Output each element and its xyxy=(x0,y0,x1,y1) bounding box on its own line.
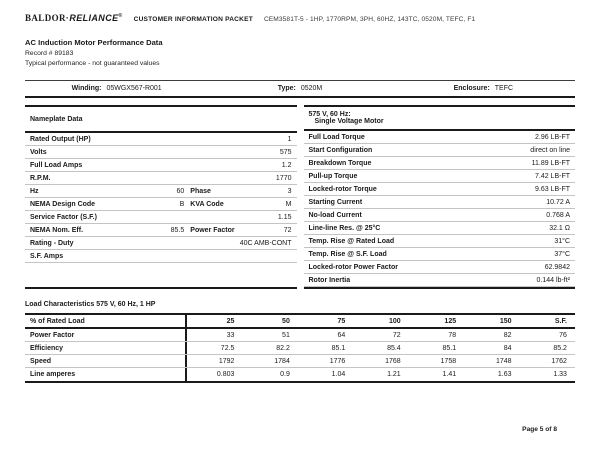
row-label: Power Factor xyxy=(25,329,187,341)
motor-model-line: CEM3581T-5 - 1HP, 1770RPM, 3PH, 60HZ, 143TC, 0520M, TEFC, F1 xyxy=(263,16,476,23)
cell-value: 64 xyxy=(337,331,346,339)
cell-value: 1.41 xyxy=(442,371,457,378)
cell-value: 82.2 xyxy=(276,344,290,352)
row-value: 1 xyxy=(287,135,292,143)
cell-value: 84 xyxy=(503,344,512,352)
cell-value: 72 xyxy=(392,331,401,339)
table-row xyxy=(304,170,576,183)
row-label: Power Factor xyxy=(190,226,235,234)
performance-note: Typical performance - not guaranteed values xyxy=(25,60,160,67)
load-characteristics-title: Load Characteristics 575 V, 60 Hz, 1 HP xyxy=(25,301,156,308)
page-title: AC Induction Motor Performance Data xyxy=(25,38,163,47)
cell-value: 1.04 xyxy=(331,371,346,378)
winding-label: Winding: xyxy=(71,85,102,92)
table-row xyxy=(304,235,576,248)
voltage-performance-table xyxy=(304,105,576,289)
document-header xyxy=(25,13,575,23)
row-value: 72 xyxy=(283,226,292,234)
row-label: Temp. Rise @ S.F. Load xyxy=(308,250,387,258)
load-table-header-row xyxy=(25,315,575,329)
table-row xyxy=(25,211,297,224)
record-number: Record # 89183 xyxy=(25,50,74,57)
cell-value: 1.21 xyxy=(387,371,401,378)
cell-value: 1792 xyxy=(218,357,235,365)
column-header: 75 xyxy=(337,317,346,325)
cell-value: 0.803 xyxy=(216,371,235,378)
row-value: 11.89 LB-FT xyxy=(531,159,570,167)
cell-value: 1776 xyxy=(329,357,346,365)
cell-value: 76 xyxy=(559,331,567,339)
row-value: B xyxy=(179,200,185,208)
nameplate-table-header xyxy=(25,107,297,133)
row-label: Service Factor (S.F.) xyxy=(30,213,97,221)
column-header: 150 xyxy=(499,317,512,325)
column-header: 25 xyxy=(226,317,235,325)
row-value: 0.768 A xyxy=(546,211,570,219)
table-row xyxy=(304,209,576,222)
page-number: Page 5 of 8 xyxy=(522,426,557,433)
table-filler xyxy=(25,263,297,287)
baldor-reliance-logo xyxy=(25,13,123,23)
row-value: 31°C xyxy=(554,237,570,245)
winding-cell xyxy=(25,85,208,92)
cell-value: 0.9 xyxy=(280,371,290,378)
cell-value: 1768 xyxy=(385,357,401,365)
row-value: 85.5 xyxy=(170,226,185,234)
type-label: Type: xyxy=(277,85,296,92)
row-label: Rotor Inertia xyxy=(308,276,351,284)
row-value: 1.15 xyxy=(277,213,292,221)
table-row xyxy=(25,250,297,263)
table-row xyxy=(25,172,297,185)
row-value: 2.96 LB-FT xyxy=(534,133,570,141)
cell-value: 85.1 xyxy=(442,344,457,352)
packet-title: CUSTOMER INFORMATION PACKET xyxy=(133,16,253,23)
cell-value: 78 xyxy=(448,331,457,339)
cell-value: 1.63 xyxy=(497,371,512,378)
column-header: 50 xyxy=(282,317,290,325)
table-row xyxy=(25,355,575,368)
table-row xyxy=(304,131,576,144)
row-value: 62.9842 xyxy=(544,263,570,271)
row-label: Breakdown Torque xyxy=(308,159,372,167)
table-row xyxy=(25,146,297,159)
cell-value: 1784 xyxy=(274,357,290,365)
table-row xyxy=(25,198,297,211)
row-value: 1.2 xyxy=(281,161,292,169)
row-label: Efficiency xyxy=(25,342,187,354)
row-label: Hz xyxy=(30,187,39,195)
row-label: Temp. Rise @ Rated Load xyxy=(308,237,395,245)
cell-value: 85.2 xyxy=(553,344,567,352)
cell-value: 85.1 xyxy=(331,344,346,352)
cell-value: 82 xyxy=(503,331,512,339)
table-row xyxy=(304,183,576,196)
row-label: NEMA Nom. Eff. xyxy=(30,226,84,234)
row-label: KVA Code xyxy=(190,200,224,208)
row-label: Line amperes xyxy=(25,368,187,381)
type-cell xyxy=(208,85,391,92)
cell-value: 1.33 xyxy=(553,371,567,378)
row-value: 32.1 Ω xyxy=(549,224,570,232)
table-row xyxy=(25,159,297,172)
voltage-header-line1: 575 V, 60 Hz: xyxy=(308,111,351,118)
table-row xyxy=(25,329,575,342)
row-label: Full Load Amps xyxy=(30,161,83,169)
enclosure-label: Enclosure: xyxy=(453,85,490,92)
row-label: Full Load Torque xyxy=(308,133,365,141)
row-value: 0.144 lb-ft² xyxy=(536,276,570,284)
column-header: S.F. xyxy=(554,317,567,325)
type-value: 0520M xyxy=(300,85,323,92)
logo-baldor-text: BALDOR xyxy=(25,13,66,23)
row-label: Starting Current xyxy=(308,198,363,206)
table-row xyxy=(25,133,297,146)
row-label: Volts xyxy=(30,148,47,156)
voltage-table-header xyxy=(304,107,576,131)
row-label: Line-line Res. @ 25°C xyxy=(308,224,381,232)
nameplate-data-table xyxy=(25,105,297,289)
row-label: Speed xyxy=(25,355,187,367)
column-header: % of Rated Load xyxy=(25,315,187,327)
row-value: 575 xyxy=(279,148,292,156)
row-label: Rated Output (HP) xyxy=(30,135,91,143)
row-value: 40C AMB-CONT xyxy=(239,239,292,247)
row-label: Start Configuration xyxy=(308,146,373,154)
enclosure-cell xyxy=(392,85,575,92)
table-row xyxy=(304,248,576,261)
column-header: 125 xyxy=(444,317,457,325)
row-value: M xyxy=(285,200,292,208)
table-row xyxy=(25,368,575,381)
table-row xyxy=(25,224,297,237)
row-value: 37°C xyxy=(554,250,570,258)
load-characteristics-table xyxy=(25,313,575,383)
table-row xyxy=(25,342,575,355)
row-label: NEMA Design Code xyxy=(30,200,96,208)
table-row xyxy=(304,274,576,287)
row-label: Rating - Duty xyxy=(30,239,74,247)
logo-dot: · xyxy=(65,13,70,23)
cell-value: 51 xyxy=(282,331,290,339)
logo-reliance-text: RELIANCE xyxy=(69,13,119,23)
row-value: 60 xyxy=(176,187,185,195)
winding-type-enclosure-strip xyxy=(25,80,575,98)
table-row xyxy=(25,185,297,198)
enclosure-value: TEFC xyxy=(494,85,514,92)
table-row xyxy=(304,261,576,274)
table-row xyxy=(304,144,576,157)
title-block xyxy=(25,38,575,67)
cell-value: 1748 xyxy=(495,357,512,365)
cell-value: 85.4 xyxy=(387,344,401,352)
row-label: Locked-rotor Torque xyxy=(308,185,377,193)
cell-value: 1758 xyxy=(440,357,457,365)
row-value: 9.63 LB-FT xyxy=(534,185,570,193)
performance-tables xyxy=(25,105,575,289)
table-row xyxy=(304,222,576,235)
cell-value: 33 xyxy=(226,331,235,339)
cell-value: 1762 xyxy=(551,357,567,365)
row-label: Locked-rotor Power Factor xyxy=(308,263,398,271)
registered-mark: ® xyxy=(118,13,123,19)
table-row xyxy=(25,237,297,250)
voltage-header-line2: Single Voltage Motor xyxy=(314,118,384,125)
row-label: Pull-up Torque xyxy=(308,172,358,180)
column-header: 100 xyxy=(389,317,401,325)
row-value: 7.42 LB-FT xyxy=(534,172,570,180)
row-value: 3 xyxy=(287,187,292,195)
row-label: Phase xyxy=(190,187,211,195)
row-label: R.P.M. xyxy=(30,174,51,182)
row-value: direct on line xyxy=(530,146,570,154)
row-label: S.F. Amps xyxy=(30,252,64,260)
row-label: No-load Current xyxy=(308,211,362,219)
nameplate-header-text: Nameplate Data xyxy=(30,115,83,123)
winding-value: 05WGX567-R001 xyxy=(106,85,162,92)
table-row xyxy=(304,157,576,170)
cell-value: 72.5 xyxy=(220,344,235,352)
row-value: 1770 xyxy=(275,174,292,182)
row-value: 10.72 A xyxy=(546,198,570,206)
table-row xyxy=(304,196,576,209)
